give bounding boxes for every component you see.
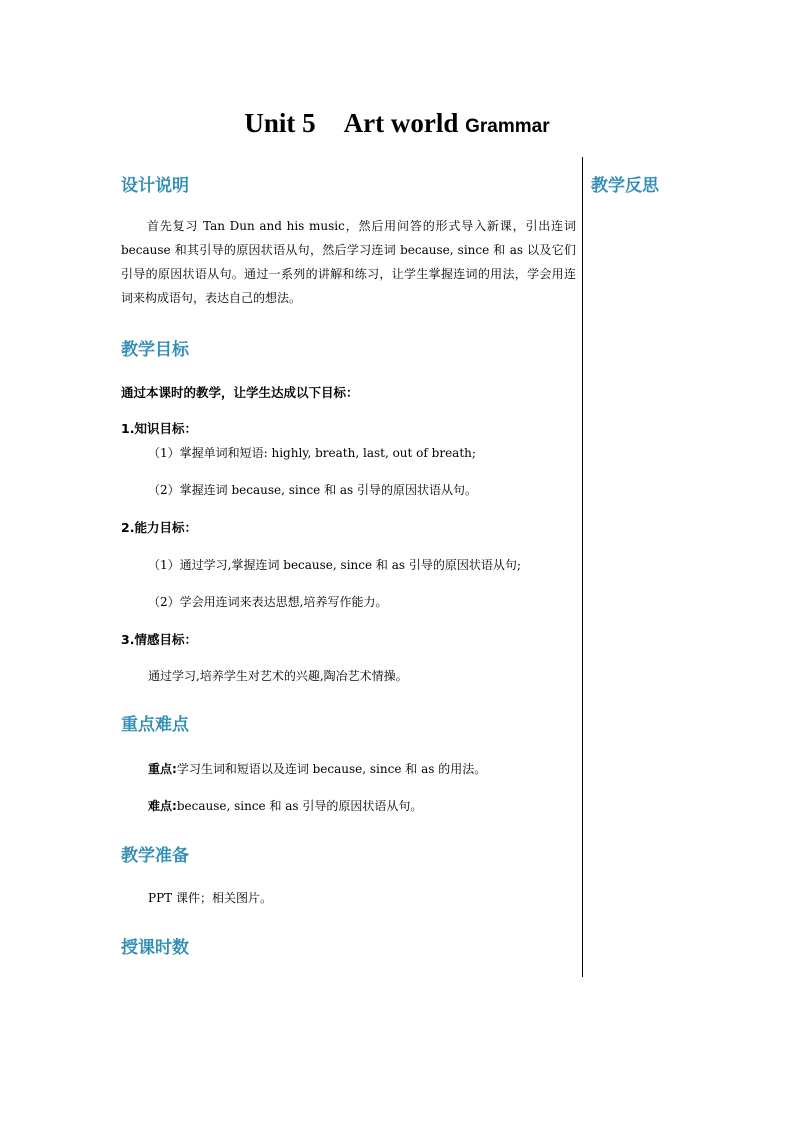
- goals-intro: 通过本课时的教学，让学生达成以下目标：: [121, 385, 359, 400]
- goal-knowledge-label: 1.知识目标：: [121, 421, 197, 436]
- design-paragraph: 首先复习 Tan Dun and his music，然后用问答的形式导入新课，引出连词 because 和其引导的原因状语从句，然后学习连词 because, since 和 as 以及它们引导的原因状语从句。通过一系列的讲解和练习，让学生掌握连词的用法，学会用连词来构成语句，表达自己的想法。: [121, 219, 576, 305]
- goal-emotion-label: 3.情感目标：: [121, 632, 197, 647]
- goal-ability-label: 2.能力目标：: [121, 520, 197, 535]
- keypoint-difficulty-text: because, since 和 as 引导的原因状语从句。: [176, 799, 423, 813]
- goal-emotion-item-1: 通过学习,培养学生对艺术的兴趣,陶冶艺术情操。: [148, 669, 408, 683]
- heading-hours: 授课时数: [121, 938, 189, 958]
- title-topic: Art world: [343, 108, 459, 138]
- keypoint-key-text: 学习生词和短语以及连词 because, since 和 as 的用法。: [176, 762, 487, 776]
- heading-goals: 教学目标: [121, 340, 189, 360]
- keypoint-difficulty-label: 难点:: [148, 799, 177, 813]
- title-subtitle: Grammar: [465, 116, 550, 137]
- goal-ability-item-1: （1）通过学习,掌握连词 because, since 和 as 引导的原因状语从句;: [148, 558, 521, 572]
- column-divider: [582, 157, 583, 977]
- title-unit: Unit 5: [244, 108, 316, 138]
- keypoint-key: [148, 760, 486, 777]
- page-title: [0, 108, 794, 139]
- prep-text: PPT 课件；相关图片。: [148, 891, 272, 905]
- goal-knowledge-item-1: （1）掌握单词和短语: highly, breath, last, out of breath;: [148, 446, 476, 460]
- heading-prep: 教学准备: [121, 846, 189, 866]
- keypoint-key-label: 重点:: [148, 762, 177, 776]
- keypoint-difficulty: [148, 797, 422, 814]
- heading-design: 设计说明: [121, 176, 189, 196]
- goal-knowledge-item-2: （2）掌握连词 because, since 和 as 引导的原因状语从句。: [148, 483, 478, 497]
- heading-reflection: 教学反思: [591, 176, 659, 196]
- goal-ability-item-2: （2）学会用连词来表达思想,培养写作能力。: [148, 595, 388, 609]
- heading-keypoints: 重点难点: [121, 715, 189, 735]
